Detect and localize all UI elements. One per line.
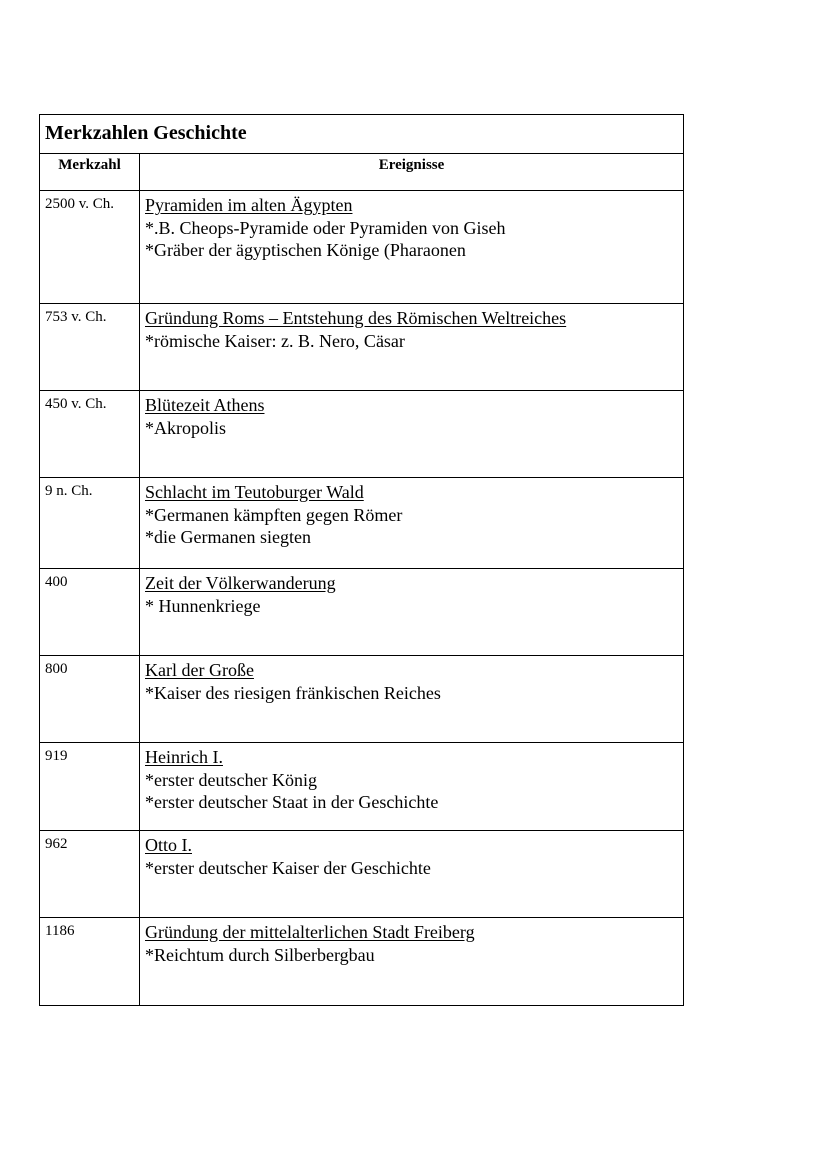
event-title: Gründung der mittelalterlichen Stadt Freiberg xyxy=(145,922,475,942)
row-event-cell xyxy=(140,831,683,917)
table-row xyxy=(40,191,683,304)
table-header-row xyxy=(40,154,683,191)
event-detail: *Germanen kämpften gegen Römer xyxy=(145,504,403,525)
row-event-cell xyxy=(140,569,683,655)
table-row xyxy=(40,743,683,831)
event-detail: *erster deutscher Kaiser der Geschichte xyxy=(145,857,431,878)
table-row xyxy=(40,918,683,1005)
row-year: 9 n. Ch. xyxy=(40,478,140,568)
event-detail: *Gräber der ägyptischen Könige (Pharaonen xyxy=(145,240,466,260)
event-title: Gründung Roms – Entstehung des Römischen Weltreiches xyxy=(145,308,567,328)
row-year: 919 xyxy=(40,743,140,830)
event-title: Schlacht im Teutoburger Wald xyxy=(145,482,364,502)
table-row xyxy=(40,656,683,743)
row-event-cell xyxy=(140,191,683,303)
event-detail: *römische Kaiser: z. B. Nero, Cäsar xyxy=(145,330,405,351)
row-event-cell xyxy=(140,656,683,742)
row-year: 400 xyxy=(40,569,140,655)
event-detail: *Akropolis xyxy=(145,417,226,438)
event-title: Zeit der Völkerwanderung xyxy=(145,573,336,593)
event-detail: *erster deutscher Staat in der Geschichte xyxy=(145,792,439,812)
row-year: 962 xyxy=(40,831,140,917)
header-events: Ereignisse xyxy=(378,157,445,173)
event-detail: * Hunnenkriege xyxy=(145,595,261,616)
row-event-cell xyxy=(140,391,683,477)
row-year: 800 xyxy=(40,656,140,742)
event-detail: *.B. Cheops-Pyramide oder Pyramiden von Giseh xyxy=(145,217,506,238)
table-row xyxy=(40,304,683,391)
event-title: Blütezeit Athens xyxy=(145,395,265,415)
event-detail: *die Germanen siegten xyxy=(145,527,311,547)
header-year: Merkzahl xyxy=(40,154,140,190)
row-year: 2500 v. Ch. xyxy=(40,191,140,303)
history-dates-table xyxy=(39,114,684,1006)
row-year: 1186 xyxy=(40,918,140,1005)
row-year: 753 v. Ch. xyxy=(40,304,140,390)
row-event-cell xyxy=(140,478,683,568)
event-detail: *Kaiser des riesigen fränkischen Reiches xyxy=(145,682,441,703)
event-title: Karl der Große xyxy=(145,660,254,680)
event-title: Pyramiden im alten Ägypten xyxy=(145,195,353,215)
row-year: 450 v. Ch. xyxy=(40,391,140,477)
event-detail: *Reichtum durch Silberbergbau xyxy=(145,944,375,965)
row-event-cell xyxy=(140,304,683,390)
table-row xyxy=(40,478,683,569)
row-event-cell xyxy=(140,743,683,830)
table-title: Merkzahlen Geschichte xyxy=(40,115,683,154)
table-row xyxy=(40,831,683,918)
event-detail: *erster deutscher König xyxy=(145,769,317,790)
event-title: Otto I. xyxy=(145,835,192,855)
event-title: Heinrich I. xyxy=(145,747,223,767)
table-row xyxy=(40,391,683,478)
row-event-cell xyxy=(140,918,683,1005)
table-row xyxy=(40,569,683,656)
